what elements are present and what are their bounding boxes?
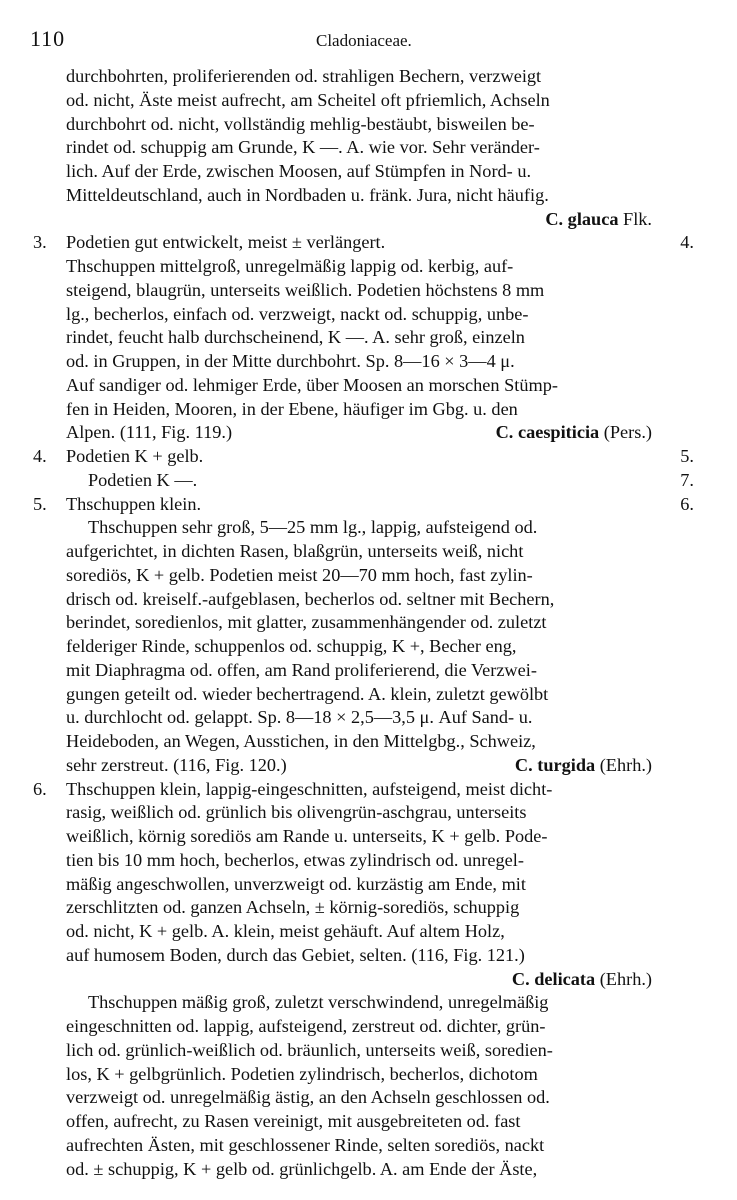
- species-author: Flk.: [618, 208, 652, 229]
- text-line: [30, 1086, 702, 1110]
- text-line: [30, 635, 702, 659]
- key-lead-number: 5.: [680, 446, 694, 466]
- text-line: [30, 136, 702, 160]
- line-text: Thschuppen mittelgroß, unregelmäßig lappig od. kerbig, auf-: [66, 256, 514, 276]
- line-text: weißlich, körnig sorediös am Rande u. unterseits, K + gelb. Pode-: [66, 826, 548, 846]
- text-line: [30, 801, 702, 825]
- text-line: [30, 1039, 702, 1063]
- key-number: 3.: [33, 232, 47, 253]
- text-line: [30, 778, 702, 802]
- text-line: [30, 944, 702, 968]
- line-text: durchbohrt od. nicht, vollständig mehlig-bestäubt, bisweilen be-: [66, 113, 535, 134]
- key-lead-number: 7.: [680, 469, 694, 490]
- text-line: [30, 1134, 702, 1158]
- line-text: sorediös, K + gelb. Podetien meist 20—70 mm hoch, fast zylin-: [66, 564, 533, 585]
- line-text: lg., becherlos, einfach od. verzweigt, nackt od. schuppig, unbe-: [66, 303, 529, 324]
- text-line: [30, 326, 702, 350]
- key-lead-number: 6.: [680, 493, 694, 514]
- line-text: steigend, blaugrün, unterseits weißlich. Podetien höchstens 8 mm: [66, 279, 545, 300]
- line-text: Podetien K —.: [88, 469, 198, 490]
- line-text: Podetien gut entwickelt, meist ± verlängert.: [66, 232, 386, 253]
- running-head: Cladoniaceae.: [316, 31, 412, 50]
- line-text: Auf sandiger od. lehmiger Erde, über Moosen an morschen Stümp-: [66, 374, 558, 395]
- line-text: od. in Gruppen, in der Mitte durchbohrt. Sp. 8—16 × 3—4 μ.: [66, 351, 515, 371]
- species-binomial: C. turgida: [514, 754, 596, 775]
- key-lead-number: 4.: [680, 232, 694, 253]
- species-name: [496, 421, 652, 445]
- line-text: u. durchlocht od. gelappt. Sp. 8—18 × 2,5—3,5 μ. Auf Sand- u.: [66, 707, 533, 728]
- page-number: 110: [30, 26, 66, 51]
- text-line: [30, 825, 702, 849]
- species-name: [545, 208, 652, 232]
- text-line: [30, 469, 702, 493]
- text-line: [30, 873, 702, 897]
- line-text: aufrechten Ästen, mit geschlossener Rinde, selten sorediös, nackt: [66, 1134, 545, 1155]
- line-text: Heideboden, an Wegen, Ausstichen, in den Mittelgbg., Schweiz,: [66, 731, 536, 751]
- text-line: [30, 683, 702, 707]
- line-text: drisch od. kreiself.-aufgeblasen, becherlos od. seltner mit Bechern,: [66, 588, 555, 609]
- key-text: [30, 65, 702, 1181]
- text-line: [30, 231, 702, 255]
- line-text: rindet, feucht halb durchscheinend, K —. A. sehr groß, einzeln: [66, 327, 525, 348]
- text-line: [30, 279, 702, 303]
- text-line: [30, 1110, 702, 1134]
- text-line: [30, 849, 702, 873]
- key-number: 4.: [33, 446, 47, 466]
- text-line: [30, 255, 702, 279]
- line-text: Thschuppen mäßig groß, zuletzt verschwindend, unregelmäßig: [88, 992, 549, 1013]
- text-line: [30, 374, 702, 398]
- line-text: od. ± schuppig, K + gelb od. grünlichgelb. A. am Ende der Äste,: [66, 1158, 538, 1179]
- text-line: [30, 611, 702, 635]
- text-line: [30, 706, 702, 730]
- line-text: Mitteldeutschland, auch in Nordbaden u. fränk. Jura, nicht häufig.: [66, 184, 549, 205]
- line-text: rindet od. schuppig am Grunde, K —. A. wie vor. Sehr veränder-: [66, 137, 540, 158]
- text-line: [30, 184, 702, 208]
- line-text: durchbohrten, proliferierenden od. strahligen Bechern, verzweigt: [66, 66, 542, 86]
- line-text: Alpen. (111, Fig. 119.): [66, 422, 233, 443]
- line-text: Thschuppen klein.: [66, 493, 202, 514]
- line-text: los, K + gelbgrünlich. Podetien zylindrisch, becherlos, dichotom: [66, 1063, 538, 1084]
- line-text: mit Diaphragma od. offen, am Rand proliferierend, die Verzwei-: [66, 659, 537, 680]
- text-line: [30, 564, 702, 588]
- text-line: [30, 160, 702, 184]
- page-header: [30, 26, 710, 60]
- text-line: [30, 1158, 702, 1182]
- line-text: felderiger Rinde, schuppenlos od. schuppig, K +, Becher eng,: [66, 636, 517, 656]
- species-binomial: C. caespiticia: [495, 422, 600, 443]
- species-binomial: C. glauca: [545, 208, 619, 229]
- text-line: [30, 1063, 702, 1087]
- line-text: Thschuppen sehr groß, 5—25 mm lg., lappig, aufsteigend od.: [88, 517, 538, 538]
- line-text: verzweigt od. unregelmäßig ästig, an den Achseln geschlossen od.: [66, 1087, 550, 1108]
- text-line: [30, 445, 702, 469]
- text-line: [30, 303, 702, 327]
- line-text: tien bis 10 mm hoch, becherlos, etwas zylindrisch od. unregel-: [66, 849, 524, 870]
- species-binomial: C. delicata: [511, 968, 596, 989]
- line-text: od. nicht, K + gelb. A. klein, meist gehäuft. Auf altem Holz,: [66, 921, 505, 941]
- line-text: zerschlitzten od. ganzen Achseln, ± körnig-sorediös, schuppig: [66, 897, 520, 918]
- line-text: offen, aufrecht, zu Rasen vereinigt, mit ausgebreiteten od. fast: [66, 1111, 521, 1131]
- line-text: lich od. grünlich-weißlich od. bräunlich, unterseits weiß, soredien-: [66, 1039, 553, 1060]
- text-line: [30, 89, 702, 113]
- text-line: [30, 991, 702, 1015]
- key-number: 6.: [33, 778, 47, 799]
- text-line: [30, 896, 702, 920]
- text-line: [30, 730, 702, 754]
- line-text: eingeschnitten od. lappig, aufsteigend, zerstreut od. dichter, grün-: [66, 1016, 546, 1036]
- text-line: [30, 516, 702, 540]
- key-number: 5.: [33, 493, 47, 514]
- text-line: [30, 208, 702, 232]
- line-text: aufgerichtet, in dichten Rasen, blaßgrün, unterseits weiß, nicht: [66, 541, 524, 561]
- species-author: (Pers.): [599, 422, 652, 443]
- text-line: [30, 1015, 702, 1039]
- text-line: [30, 588, 702, 612]
- text-line: [30, 398, 702, 422]
- species-author: (Ehrh.): [595, 968, 652, 989]
- line-text: fen in Heiden, Mooren, in der Ebene, häufiger im Gbg. u. den: [66, 398, 518, 419]
- species-name: [512, 968, 652, 992]
- text-line: [30, 350, 702, 374]
- text-line: [30, 968, 702, 992]
- line-text: od. nicht, Äste meist aufrecht, am Scheitel oft pfriemlich, Achseln: [66, 89, 550, 110]
- line-text: sehr zerstreut. (116, Fig. 120.): [66, 754, 287, 775]
- text-line: [30, 65, 702, 89]
- line-text: lich. Auf der Erde, zwischen Moosen, auf Stümpfen in Nord- u.: [66, 161, 532, 181]
- text-line: [30, 113, 702, 137]
- text-line: [30, 421, 702, 445]
- line-text: auf humosem Boden, durch das Gebiet, selten. (116, Fig. 121.): [66, 944, 525, 965]
- species-name: [515, 754, 652, 778]
- line-text: rasig, weißlich od. grünlich bis olivengrün-aschgrau, unterseits: [66, 802, 527, 823]
- text-line: [30, 493, 702, 517]
- species-author: (Ehrh.): [595, 754, 652, 775]
- text-line: [30, 920, 702, 944]
- text-line: [30, 754, 702, 778]
- line-text: Thschuppen klein, lappig-eingeschnitten, aufsteigend, meist dicht-: [66, 778, 553, 799]
- line-text: mäßig angeschwollen, unverzweigt od. kurzästig am Ende, mit: [66, 873, 526, 894]
- line-text: berindet, soredienlos, mit glatter, zusammenhängender od. zuletzt: [66, 612, 547, 633]
- line-text: Podetien K + gelb.: [66, 446, 204, 466]
- line-text: gungen geteilt od. wieder bechertragend. A. klein, zuletzt gewölbt: [66, 683, 549, 704]
- text-line: [30, 659, 702, 683]
- text-line: [30, 540, 702, 564]
